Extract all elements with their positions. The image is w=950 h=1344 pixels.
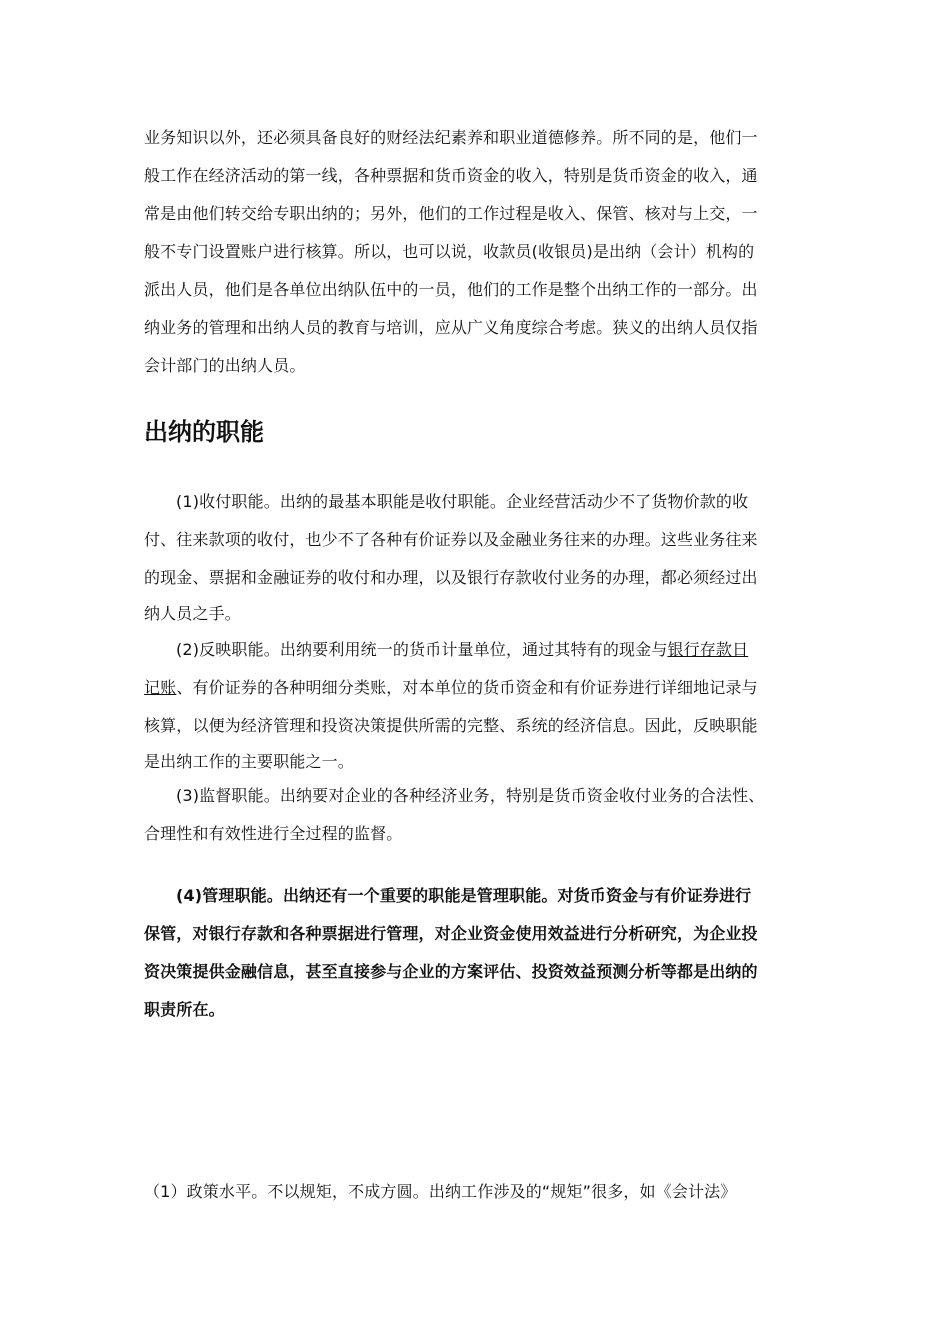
- paragraph-line: 资决策提供金融信息，甚至直接参与企业的方案评估、投资效益预测分析等都是出纳的: [144, 962, 758, 981]
- section-heading: 出纳的职能: [144, 418, 264, 446]
- paragraph-line: 派出人员，他们是各单位出纳队伍中的一员，他们的工作是整个出纳工作的一部分。出: [144, 280, 758, 299]
- bank-deposit-journal-link[interactable]: 银行存款日: [667, 640, 749, 659]
- line-text: (2)反映职能。出纳要利用统一的货币计量单位，通过其特有的现金与: [176, 640, 668, 659]
- paragraph-line: 业务知识以外，还必须具备良好的财经法纪素养和职业道德修养。所不同的是，他们一: [144, 128, 758, 147]
- paragraph-line: (4)管理职能。出纳还有一个重要的职能是管理职能。对货币资金与有价证券进行: [176, 886, 752, 905]
- paragraph-line: 核算，以便为经济管理和投资决策提供所需的完整、系统的经济信息。因此，反映职能: [144, 716, 758, 735]
- paragraph-line: 合理性和有效性进行全过程的监督。: [144, 824, 403, 843]
- paragraph-line: 纳业务的管理和出纳人员的教育与培训，应从广义角度综合考虑。狭义的出纳人员仅指: [144, 318, 758, 337]
- paragraph-line: 是出纳工作的主要职能之一。: [144, 752, 354, 771]
- paragraph-line: 保管，对银行存款和各种票据进行管理，对企业资金使用效益进行分析研究，为企业投: [144, 924, 758, 943]
- paragraph-line: 的现金、票据和金融证券的收付和办理，以及银行存款收付业务的办理，都必须经过出: [144, 568, 758, 587]
- paragraph-line: [144, 678, 758, 698]
- line-text: 、有价证券的各种明细分类账，对本单位的货币资金和有价证券进行详细地记录与: [176, 678, 758, 697]
- paragraph-line: 付、往来款项的收付，也少不了各种有价证券以及金融业务往来的办理。这些业务往来: [144, 530, 758, 549]
- paragraph-line: 常是由他们转交给专职出纳的；另外，他们的工作过程是收入、保管、核对与上交，一: [144, 204, 758, 223]
- paragraph-line: [176, 640, 748, 660]
- paragraph-line: (3)监督职能。出纳要对企业的各种经济业务，特别是货币资金收付业务的合法性、: [176, 786, 765, 805]
- paragraph-line: 会计部门的出纳人员。: [144, 356, 306, 375]
- paragraph-line: (1)收付职能。出纳的最基本职能是收付职能。企业经营活动少不了货物价款的收: [176, 492, 749, 511]
- bank-deposit-journal-link-continued[interactable]: 记账: [144, 678, 177, 697]
- paragraph-line: 纳人员之手。: [144, 604, 241, 623]
- paragraph-line: 职责所在。: [144, 1000, 225, 1019]
- policy-level-line: （1）政策水平。不以规矩，不成方圆。出纳工作涉及的“规矩”很多，如《会计法》: [144, 1182, 737, 1201]
- paragraph-line: 般不专门设置账户进行核算。所以，也可以说，收款员(收银员)是出纳（会计）机构的: [144, 242, 755, 261]
- paragraph-line: 般工作在经济活动的第一线，各种票据和货币资金的收入，特别是货币资金的收入，通: [144, 166, 758, 185]
